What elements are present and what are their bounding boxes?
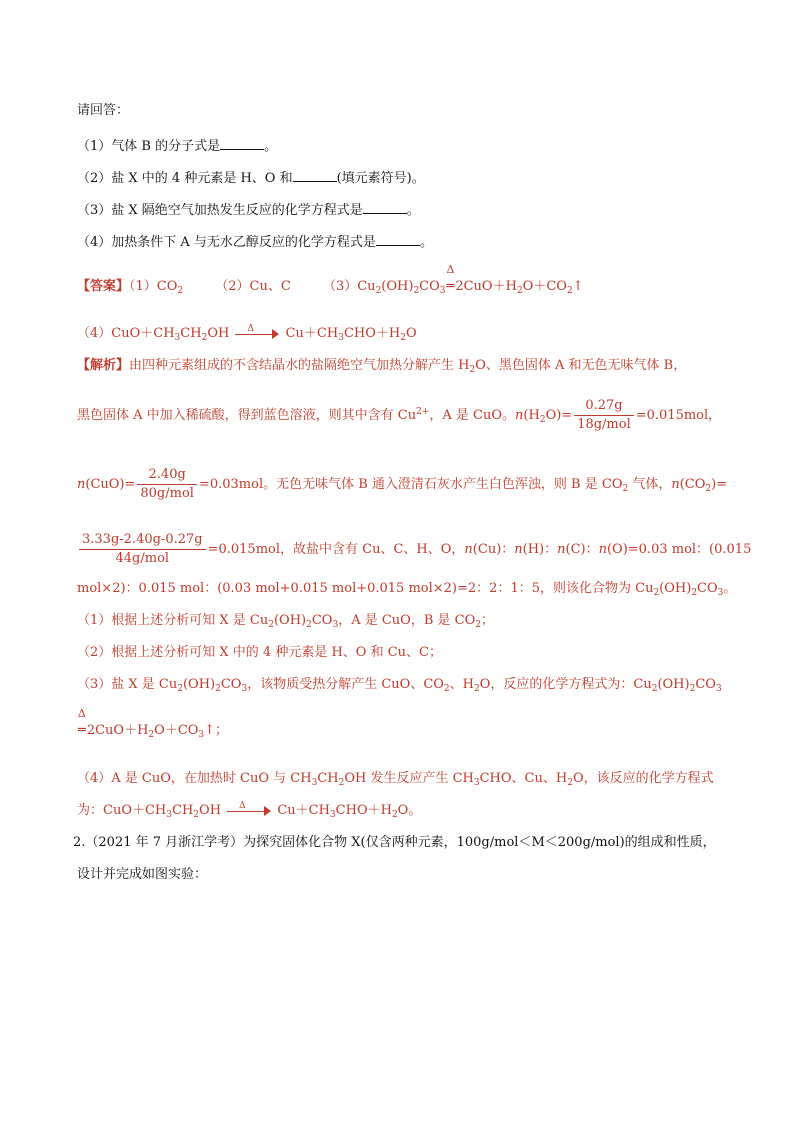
analysis-step-2: （2）根据上述分析可知 X 中的 4 种元素是 H、O 和 Cu、C； [77, 645, 442, 660]
answer-line-4: $(4)CuO+CH_3CH_2OH$ Δ $Cu+CH_3CHO+H_2O$ [77, 323, 417, 343]
fraction: $\frac{3.33g-2.40g-0.27g}{\text{44g/mol}}$ [79, 532, 206, 567]
analysis-tag: 【解析】 [77, 358, 130, 373]
answer-blank [363, 201, 407, 214]
heat-arrow: Δ [235, 329, 279, 339]
answer-line: 【答案】$(1)CO_2$ （2）Cu、C $(3)Cu_2(OH)_2CO_3$ Δ $═2CuO+H_2O+CO_2↑$ [77, 263, 584, 296]
analysis-line-4: $\frac{3.33g-2.40g-0.27g}{\text{44g/mol}}$ =0.015mol，故盐中含有 Cu、C、H、O，n(Cu)：n(H)：n(C)：n(O)=0.03 mol：(0.015 [77, 532, 751, 567]
section-header: 请回答： [77, 103, 130, 118]
fraction: $\frac{0.27g}{\text{18g/mol}}$ [574, 398, 634, 433]
question-4: （4）加热条件下 A 与无水乙醇反应的化学方程式是 。 [77, 235, 433, 250]
analysis-step-3-cont: Δ $═2CuO+H_2O+CO_3↑$； [77, 707, 229, 740]
question-2: （2）盐 X 中的 4 种元素是 H、O 和 (填元素符号)。 [77, 171, 425, 186]
question-3: （3）盐 X 隔绝空气加热发生反应的化学方程式是 。 [77, 203, 420, 218]
next-question-line-1: 2.（2021 年 7 月浙江学考）为探究固体化合物 X(仅含两种元素，100g/mol＜M＜200g/mol)的组成和性质， [73, 835, 716, 850]
analysis-line-1: 【解析】由四种元素组成的不含结晶水的盐隔绝空气加热分解产生 $H_2O$、黑色固体 A 和无色无味气体 B， [77, 358, 687, 375]
answer-blank [293, 169, 337, 182]
analysis-step-4: （4）A 是 CuO，在加热时 CuO 与 $CH_3CH_2OH$ 发生反应产生 $CH_3CHO$、Cu、$H_2O$，该反应的化学方程式 [77, 771, 714, 788]
question-1: （1）气体 B 的分子式是 。 [77, 139, 278, 154]
heat-equals-sign: Δ ═ [77, 707, 86, 738]
answer-blank [376, 233, 420, 246]
analysis-line-2: 黑色固体 A 中加入稀硫酸，得到蓝色溶液，则其中含有 $Cu^{2+}$，A 是 CuO。$n(H_2O)=$ $\frac{0.27g}{\text{18g/mol}}$ =0.015mol， [77, 398, 722, 432]
analysis-line-3: n(CuO)= $\frac{2.40g}{\text{80g/mol}}$ =0.03mol。无色无味气体 B 通入澄清石灰水产生白色浑浊，则 B 是 $CO_2$ 气体，$n(CO_2)=$ [77, 467, 728, 501]
fraction: $\frac{2.40g}{\text{80g/mol}}$ [137, 467, 197, 502]
heat-equals-sign: Δ ═ [446, 263, 455, 294]
answer-blank [220, 137, 264, 150]
next-question-line-2: 设计并完成如图实验： [77, 867, 208, 882]
analysis-line-5: mol×2)：0.015 mol：(0.03 mol+0.015 mol+0.015 mol×2)=2：2：1：5，则该化合物为 $Cu_2(OH)_2CO_3$。 [77, 581, 737, 598]
analysis-step-3: （3）盐 X 是 $Cu_2(OH)_2CO_3$，该物质受热分解产生 CuO、$CO_2$、$H_2O$，反应的化学方程式为：$Cu_2(OH)_2CO_3$ [77, 677, 722, 694]
answer-tag: 【答案】 [77, 279, 130, 294]
analysis-step-4-cont: 为：$CuO+CH_3CH_2OH$ Δ $Cu+CH_3CHO+H_2O$。 [77, 800, 422, 820]
analysis-step-1: （1）根据上述分析可知 X 是 $Cu_2(OH)_2CO_3$，A 是 CuO，B 是 $CO_2$； [77, 613, 495, 630]
heat-arrow: Δ [227, 806, 271, 816]
